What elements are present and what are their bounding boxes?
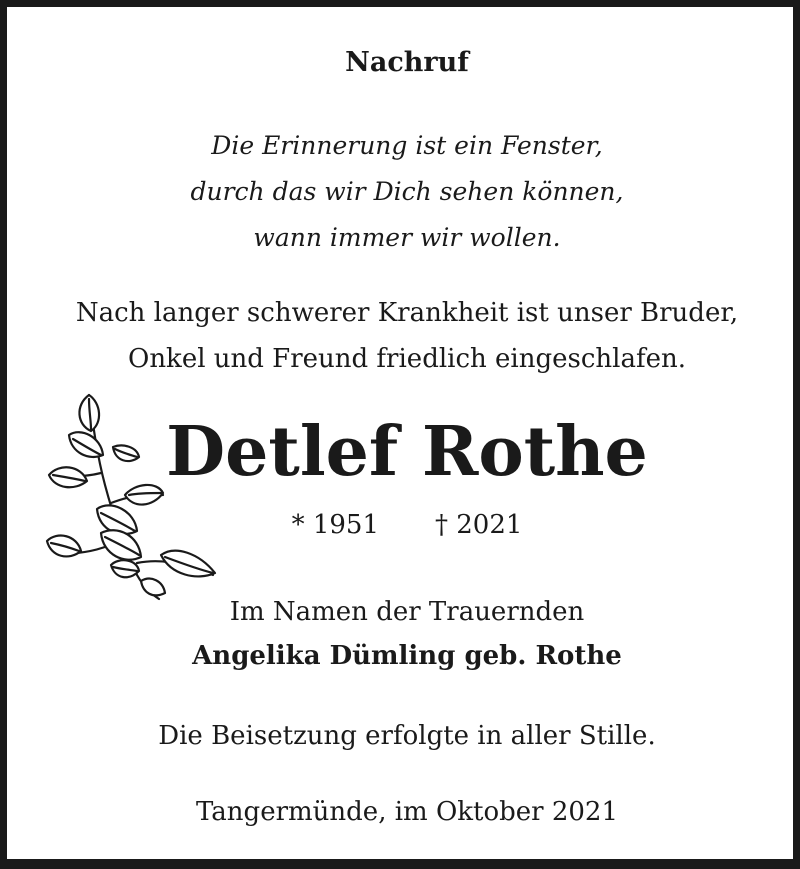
deceased-name: Detlef Rothe <box>166 412 648 492</box>
burial-note: Die Beisetzung erfolgte in aller Stille. <box>158 721 656 751</box>
place-and-date: Tangermünde, im Oktober 2021 <box>195 797 619 827</box>
on-behalf-line: Im Namen der Trauernden <box>229 597 585 627</box>
verse-line-1: Die Erinnerung ist ein Fenster, <box>211 131 603 160</box>
verse-line-2: durch das wir Dich sehen können, <box>190 177 624 206</box>
life-dates <box>7 510 800 540</box>
death-year: † 2021 <box>435 510 523 540</box>
verse-line-3: wann immer wir wollen. <box>253 223 561 252</box>
notice-heading: Nachruf <box>345 47 469 78</box>
mourner-name: Angelika Dümling geb. Rothe <box>192 641 622 671</box>
birth-year: * 1951 <box>291 510 379 540</box>
announcement-line-2: Onkel und Freund friedlich eingeschlafen. <box>128 344 686 374</box>
announcement-line-1: Nach langer schwerer Krankheit ist unser Bruder, <box>75 298 739 328</box>
